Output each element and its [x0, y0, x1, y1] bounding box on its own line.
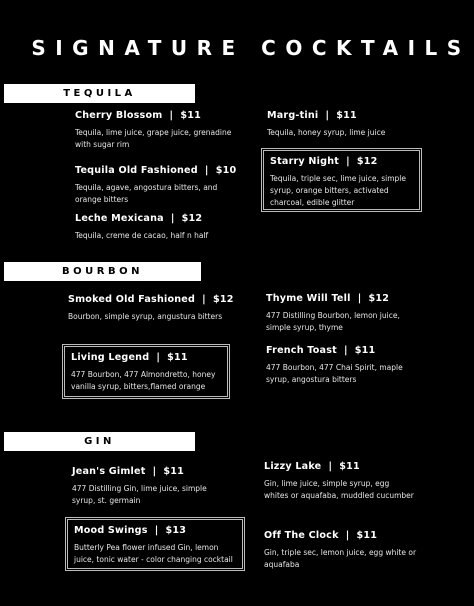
item-head: Thyme Will Tell | $12: [266, 293, 390, 304]
item-name: French Toast: [266, 345, 337, 356]
item-price: $12: [368, 293, 390, 304]
item-description: Tequila, agave, angostura bitters, and orange bitters: [75, 183, 218, 204]
menu-item-marg-tini: [267, 110, 437, 139]
item-name: Jean's Gimlet: [72, 466, 146, 477]
item-head: Cherry Blossom | $11: [75, 110, 201, 121]
item-name: Smoked Old Fashioned: [68, 294, 196, 305]
item-description: 477 Distilling Bourbon, lemon juice, simple syrup, thyme: [266, 311, 400, 332]
menu-item-french-toast: [266, 345, 416, 386]
menu-item-mood-swings: [67, 519, 243, 569]
item-price: $12: [181, 213, 203, 224]
menu-item-thyme-will-tell: [266, 293, 416, 334]
item-name: Off The Clock: [264, 530, 339, 541]
item-head: Jean's Gimlet | $11: [72, 466, 185, 477]
item-name: Mood Swings: [74, 525, 148, 536]
item-description: 477 Bourbon, 477 Almondretto, honey vanilla syrup, bitters,flamed orange: [71, 370, 216, 391]
item-description: Bourbon, simple syrup, angustura bitters: [68, 312, 223, 321]
item-name: Starry Night: [270, 156, 340, 167]
item-head: Starry Night | $12: [270, 156, 378, 167]
item-description: 477 Distilling Gin, lime juice, simple syrup, st. germain: [72, 484, 207, 505]
section-heading-bourbon: BOURBON: [4, 262, 201, 281]
item-description: Butterly Pea flower infused Gin, lemon juice, tonic water - color changing cocktail: [74, 543, 233, 564]
item-name: Marg-tini: [267, 110, 319, 121]
item-price: $11: [336, 110, 357, 121]
item-head: Tequila Old Fashioned | $10: [75, 165, 237, 176]
item-price: $11: [356, 530, 378, 541]
item-head: Marg-tini | $11: [267, 110, 357, 121]
item-price: $11: [167, 352, 188, 363]
item-head: Lizzy Lake | $11: [264, 461, 360, 472]
item-price: $11: [163, 466, 185, 477]
item-name: Thyme Will Tell: [266, 293, 351, 304]
menu-item-lizzy-lake: [264, 461, 416, 502]
menu-item-tequila-old-fashioned: [75, 165, 245, 206]
item-name: Tequila Old Fashioned: [75, 165, 198, 176]
item-price: $11: [354, 345, 376, 356]
section-heading-tequila: TEQUILA: [4, 84, 195, 103]
menu-item-starry-night: [263, 150, 420, 210]
menu-title: SIGNATURE COCKTAILS: [31, 36, 471, 60]
item-price: $12: [356, 156, 378, 167]
item-price: $13: [165, 525, 187, 536]
item-head: Smoked Old Fashioned | $12: [68, 294, 234, 305]
item-head: Mood Swings | $13: [74, 525, 187, 536]
menu-item-leche-mexicana: [75, 213, 245, 242]
item-description: Tequila, triple sec, lime juice, simple syrup, orange bitters, activated charcoal, edible glitter: [270, 174, 406, 207]
item-name: Living Legend: [71, 352, 150, 363]
item-name: Leche Mexicana: [75, 213, 164, 224]
item-name: Cherry Blossom: [75, 110, 163, 121]
item-price: $12: [212, 294, 234, 305]
item-description: Gin, triple sec, lemon juice, egg white or aquafaba: [264, 548, 417, 569]
menu-item-jeans-gimlet: [72, 466, 228, 507]
item-name: Lizzy Lake: [264, 461, 322, 472]
item-price: $11: [339, 461, 360, 472]
item-price: $10: [215, 165, 237, 176]
item-head: French Toast | $11: [266, 345, 376, 356]
item-head: Living Legend | $11: [71, 352, 188, 363]
item-description: Tequila, creme de cacao, half n half: [75, 231, 209, 240]
menu-item-living-legend: [64, 346, 228, 397]
section-heading-gin: GIN: [4, 432, 195, 451]
menu-item-off-the-clock: [264, 530, 424, 571]
item-description: Gin, lime juice, simple syrup, egg whites or aquafaba, muddled cucumber: [264, 479, 414, 500]
item-head: Leche Mexicana | $12: [75, 213, 203, 224]
item-description: 477 Bourbon, 477 Chai Spirit, maple syrup, angostura bitters: [266, 363, 403, 384]
item-description: Tequila, honey syrup, lime juice: [267, 128, 386, 137]
item-description: Tequila, lime juice, grape juice, grenadine with sugar rim: [75, 128, 232, 149]
item-price: $11: [180, 110, 201, 121]
item-head: Off The Clock | $11: [264, 530, 378, 541]
menu-item-cherry-blossom: [75, 110, 245, 151]
menu-item-smoked-old-fashioned: [68, 294, 234, 323]
